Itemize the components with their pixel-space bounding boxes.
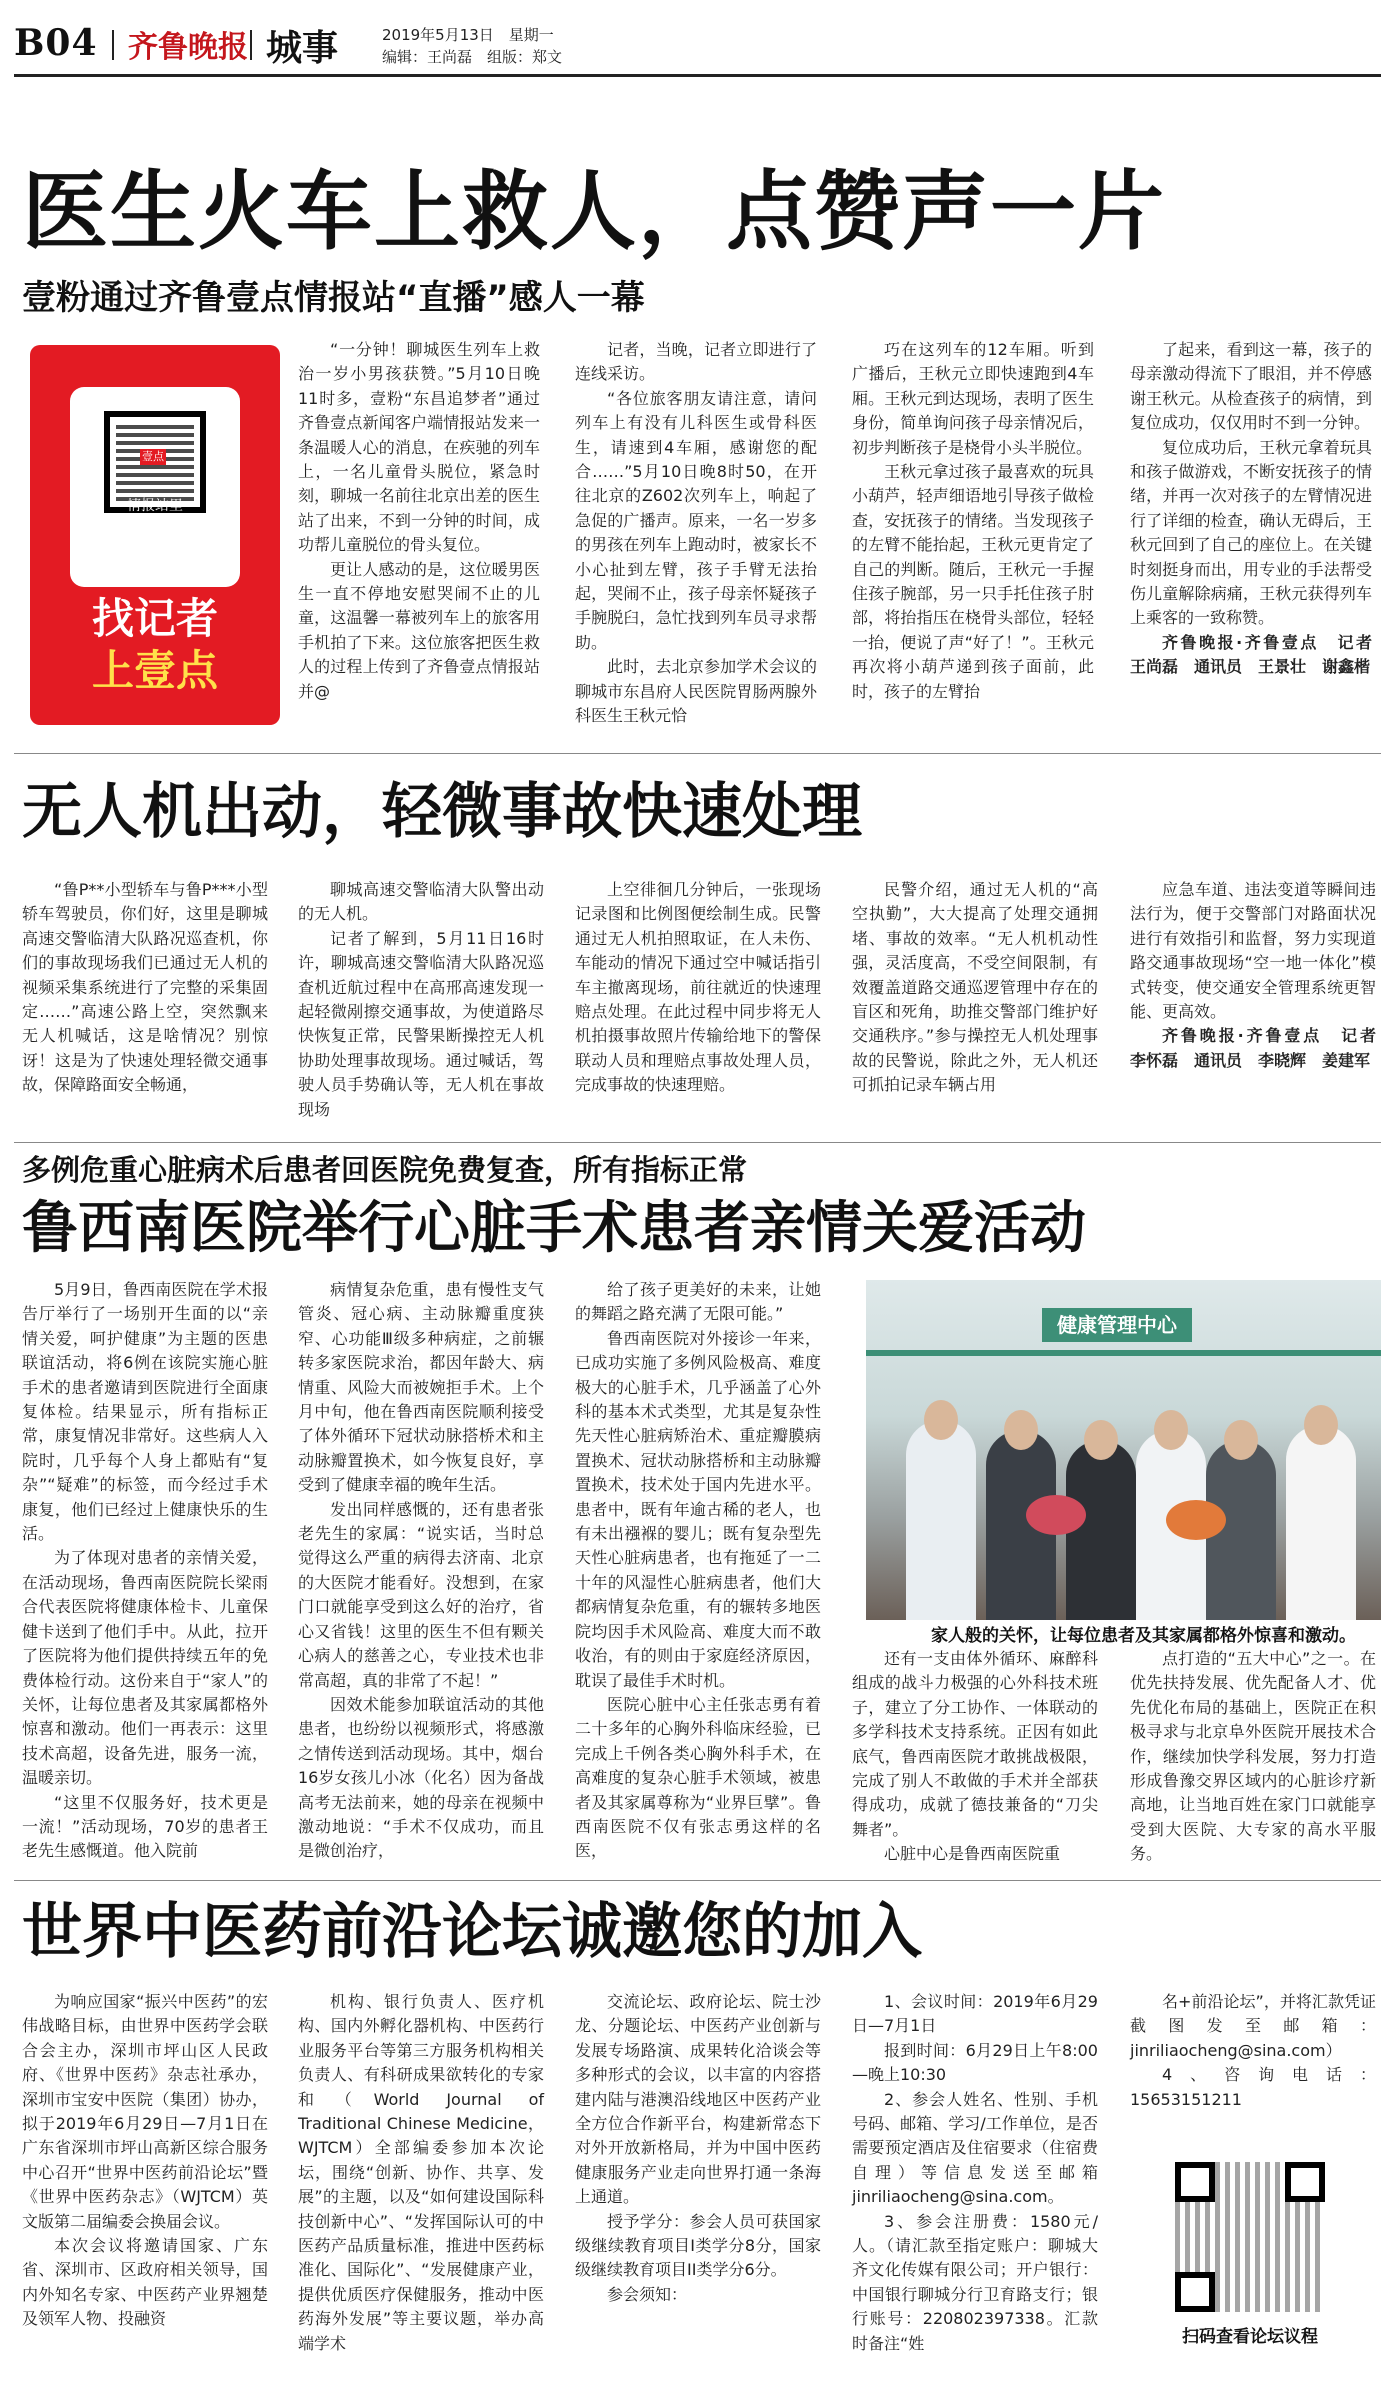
article3-column-5 <box>1130 1647 1376 1878</box>
article1-column-4 <box>1130 338 1389 738</box>
article2-column-5 <box>1130 878 1393 1136</box>
paragraph: “各位旅客朋友请注意，请问列车上有没有儿科医生或骨科医生，请速到4车厢，感谢您的配合……”5月10日晚8时50，在开往北京的Z602次列车上，响起了急促的广播声。原来，一名一岁多的男孩在列车上跑动时，被家长不小心扯到左臂，孩子手臂无法抬起，哭闹不止，孩子母亲怀疑孩子手腕脱臼，急忙找到列车员寻求帮助。 <box>575 388 817 652</box>
article2-column-1 <box>22 878 268 1136</box>
paragraph: 报到时间：6月29日上午8:00—晚上10:30 <box>852 2040 1098 2085</box>
paragraph: “鲁P**小型轿车与鲁P***小型轿车驾驶员，你们好，这里是聊城高速交警临清大队路况巡查机，你们的事故现场我们已通过无人机的视频采集系统进行了完整的采集固定……”高速公路上空，突然飘来无人机喊话，这是啥情况？别惊讶！这是为了快速处理轻微交通事故，保障路面安全畅通， <box>22 880 268 1095</box>
paragraph: 记者了解到，5月11日16时许，聊城高速交警临清大队路况巡查机近航过程中在高邢高速发现一起轻微剐擦交通事故，为使道路尽快恢复正常，民警果断操控无人机协助处理事故现场。通过喊话，驾驶人员手势确认等，无人机在事故现场 <box>298 928 544 1119</box>
article4-column-2 <box>298 1990 544 2385</box>
promo-slogan-2: 上壹点 <box>91 646 218 695</box>
article4-column-1 <box>22 1990 268 2385</box>
page-number: B04 <box>14 22 98 64</box>
paragraph: 心脏中心是鲁西南医院重 <box>884 1844 1061 1864</box>
paragraph: 复位成功后，王秋元拿着玩具和孩子做游戏，不断安抚孩子的情绪，并再一次对孩子的左臂情况进行了详细的检查，确认无碍后，王秋元回到了自己的座位上。在关键时刻挺身而出，用专业的手法帮受伤儿童解除病痛，王秋元获得列车上乘客的一致称赞。 <box>1130 437 1372 628</box>
photo-caption: 家人般的关怀，让每位患者及其家属都格外惊喜和激动。 <box>931 1626 1356 1646</box>
issue-date: 2019年5月13日 星期一 <box>382 26 554 44</box>
paragraph: 为响应国家“振兴中医药”的宏伟战略目标，由世界中医药学会联合会主办，深圳市坪山区人民政府、《世界中医药》杂志社承办，深圳市宝安中医院（集团）协办，拟于2019年6月29日—7月1日在广东省深圳市坪山高新区综合服务中心召开“世界中医药前沿论坛”暨《世界中医药杂志》（WJTCM）英文版第二届编委会换届会议。 <box>22 1992 268 2231</box>
paragraph: “这里不仅服务好，技术更是一流！”活动现场，70岁的患者王老先生感慨道。他入院前 <box>22 1792 268 1861</box>
paragraph: 1、会议时间：2019年6月29日—7月1日 <box>852 1992 1098 2036</box>
paragraph: 应急车道、违法变道等瞬间违法行为，便于交警部门对路面状况进行有效指引和监督，努力实现道路交通事故现场“空一地一体化”模式转变，使交通安全管理系统更智能、更高效。 <box>1130 880 1376 1022</box>
paragraph: 机构、银行负责人、医疗机构、国内外孵化器机构、中医药行业服务平台等第三方服务机构相关负责人、有科研成果欲转化的专家和（World Journal of Traditional Chinese Medicine，WJTCM）全部编委参加本次论坛，围绕“创新、协作、共享、发展”的主题，以及“如何建设国际科技创新中心”、“发挥国际认可的中医药产品质量标准，推进中医药标准化、国际化”、“发展健康产业，提供优质医疗保健服务，推动中医药海外发展”等主要议题，举办高端学术 <box>298 1992 544 2353</box>
photo-sign: 健康管理中心 <box>1042 1308 1192 1342</box>
promo-slogan-1: 找记者 <box>91 594 218 643</box>
paragraph: 名+前沿论坛”，并将汇款凭证截图发至邮箱：jinriliaocheng@sina.com） <box>1130 1992 1376 2060</box>
agenda-qr-code[interactable] <box>1175 2162 1325 2312</box>
article2-headline: 无人机出动，轻微事故快速处理 <box>22 777 862 847</box>
article3-kicker: 多例危重心脏病术后患者回医院免费复查，所有指标正常 <box>22 1153 748 1187</box>
article2-column-4 <box>852 878 1098 1136</box>
article3-column-4 <box>852 1647 1098 1878</box>
paragraph: 5月9日，鲁西南医院在学术报告厅举行了一场别开生面的以“亲情关爱，呵护健康”为主题的医患联谊活动，将6例在该院实施心脏手术的患者邀请到医院进行全面康复体检。结果显示，所有指标正常，康复情况非常好。这些病人入院时，几乎每个人身上都贴有“复杂”“疑难”的标签，而今经过手术康复，他们已经过上健康快乐的生活。 <box>22 1280 268 1544</box>
article2-column-2 <box>298 878 544 1136</box>
section-rule <box>14 1142 1381 1143</box>
article3-column-2 <box>298 1278 544 1878</box>
section-rule <box>14 1880 1381 1881</box>
event-photo <box>866 1280 1381 1620</box>
article4-headline: 世界中医药前沿论坛诚邀您的加入 <box>22 1897 922 1967</box>
article4-column-5 <box>1130 1990 1376 2140</box>
paragraph: 民警介绍，通过无人机的“高空执勤”，大大提高了处理交通拥堵、事故的效率。“无人机机动性强，灵活度高，不受空间限制，有效覆盖道路交通巡逻管理中存在的盲区和死角，助推交警部门维护好交通秩序。”参与操控无人机处理事故的民警说，除此之外，无人机还可抓拍记录车辆占用 <box>852 880 1098 1095</box>
section-rule <box>14 753 1381 754</box>
paragraph: 记者，当晚，记者立即进行了连线采访。 <box>575 340 817 384</box>
paragraph: 上空徘徊几分钟后，一张现场记录图和比例图便绘制生成。民警通过无人机拍照取证，在人未伤、车能动的情况下通过空中喊话指引车主撤离现场，前往就近的快速理赔点处理。在此过程中同步将无人机拍摄事故照片传输给地下的警保联动人员和理赔点事故处理人员，完成事故的快速理赔。 <box>575 880 821 1095</box>
article1-column-1 <box>298 338 540 738</box>
newspaper-logo: 齐鲁晚报 <box>128 30 248 65</box>
paragraph: 此时，去北京参加学术会议的聊城市东昌府人民医院胃肠两腺外科医生王秋元恰 <box>575 657 817 726</box>
promo-caption-2: 500记者在等你 <box>106 520 204 536</box>
paragraph: 给了孩子更美好的未来，让她的舞蹈之路充满了无限可能。” <box>575 1280 821 1324</box>
promo-qr-card <box>70 387 240 587</box>
header-divider <box>250 30 252 60</box>
article1-headline: 医生火车上救人，点赞声一片 <box>22 162 1166 262</box>
paragraph: 参会须知： <box>607 2284 688 2304</box>
article1-column-3 <box>852 338 1094 738</box>
paragraph: 点打造的“五大中心”之一。在优先扶持发展、优先配备人才、优先优化布局的基础上，医院正在积极寻求与北京阜外医院开展技术合作，继续加快学科发展，努力打造形成鲁豫交界区域内的心脏诊疗新高地，让当地百姓在家门口就能享受到大医院、大专家的高水平服务。 <box>1130 1649 1376 1864</box>
editors-line: 编辑：王尚磊 组版：郑文 <box>382 48 563 66</box>
article4-column-3 <box>575 1990 821 2385</box>
paragraph: “一分钟！聊城医生列车上救治一岁小男孩获赞。”5月10日晚11时多，壹粉“东昌追梦者”通过齐鲁壹点新闻客户端情报站发来一条温暖人心的消息，在疾驰的列车上，一名儿童骨头脱位，紧急时刻，聊城一名前往北京出差的医生站了出来，不到一分钟的时间，成功帮儿童脱位的骨头复位。 <box>298 340 540 555</box>
paragraph: 3、参会注册费：1580元/人。（请汇款至指定账户：聊城大齐文化传媒有限公司；开户银行：中国银行聊城分行卫育路支行；银行账号：220802397338。汇款时备注“姓 <box>852 2211 1098 2353</box>
paragraph: 还有一支由体外循环、麻醉科组成的战斗力极强的心外科技术班子，建立了分工协作、一体联动的多学科技术支持系统。正因有如此底气，鲁西南医院才敢挑战极限，完成了别人不敢做的手术并全部获得成功，成就了德技兼备的“刀尖舞者”。 <box>852 1649 1098 1839</box>
paragraph: 病情复杂危重，患有慢性支气管炎、冠心病、主动脉瓣重度狭窄、心功能Ⅲ级多种病症，之前辗转多家医院求治，都因年龄大、病情重、风险大而被婉拒手术。上个月中旬，他在鲁西南医院顺利接受了体外循环下冠状动脉搭桥术和主动脉瓣置换术，如今恢复良好，享受到了健康幸福的晚年生活。 <box>298 1280 544 1495</box>
paragraph: 巧在这列车的12车厢。听到广播后，王秋元立即快速跑到4车厢。王秋元到达现场，表明了医生身份，简单询问孩子母亲情况后，初步判断孩子是桡骨小头半脱位。 <box>852 340 1094 457</box>
paragraph: 因效术能参加联谊活动的其他患者，也纷纷以视频形式，将感激之情传送到活动现场。其中，烟台16岁女孩儿小冰（化名）因为备战高考无法前来，她的母亲在视频中激动地说：“手术不仅成功，而且是微创治疗， <box>298 1694 544 1861</box>
agenda-qr-caption: 扫码查看论坛议程 <box>1182 2327 1318 2347</box>
paragraph: 授予学分：参会人员可获国家级继续教育项目I类学分8分，国家级继续教育项目II类学分6分。 <box>575 2211 821 2280</box>
paragraph: 王秋元拿过孩子最喜欢的玩具小葫芦，轻声细语地引导孩子做检查，安抚孩子的情绪。当发现孩子的左臂不能抬起，王秋元更肯定了自己的判断。随后，王秋元一手握住孩子腕部，另一只手托住孩子肘部，将抬指压在桡骨头部位，轻轻一抬，便说了声“好了！”。王秋元再次将小葫芦递到孩子面前，此时，孩子的左臂抬 <box>852 462 1094 701</box>
paragraph: 医院心脏中心主任张志勇有着二十多年的心胸外科临床经验，已完成上千例各类心胸外科手术，在高难度的复杂心脏手术领域，被患者及其家属尊称为“业界巨擘”。鲁西南医院不仅有张志勇这样的名医， <box>575 1694 821 1861</box>
article3-column-3 <box>575 1278 821 1878</box>
article1-subhead: 壹粉通过齐鲁壹点情报站“直播”感人一幕 <box>22 278 645 318</box>
paragraph: 鲁西南医院对外接诊一年来，已成功实施了多例风险极高、难度极大的心脏手术，几乎涵盖了心外科的基本术式类型，尤其是复杂性先天性心脏病矫治术、重症瓣膜病置换术、冠状动脉搭桥和主动脉瓣置换术，技术处于国内先进水平。患者中，既有年逾古稀的老人，也有未出襁褓的婴儿；既有复杂型先天性心脏病患者，也有拖延了一二十年的风湿性心脏病患者，他们大都病情复杂危重，有的辗转多地医院均因手术风险高、难度大而不敢收治，有的则由于家庭经济原因，耽误了最佳手术时机。 <box>575 1328 821 1690</box>
paragraph: 交流论坛、政府论坛、院士沙龙、分题论坛、中医药产业创新与发展专场路演、成果转化洽谈会等多种形式的会议，以丰富的内容搭建内陆与港澳沿线地区中医药产业全方位合作新平台，构建新常态下对外开放新格局，并为中国中医药健康服务产业走向世界打通一条海上通道。 <box>575 1992 821 2207</box>
paragraph: 为了体现对患者的亲情关爱，在活动现场，鲁西南医院院长梁雨合代表医院将健康体检卡、儿童保健卡送到了他们手中。从此，拉开了医院将为他们提供持续五年的免费体检行动。这份来自于“家人”的关怀，让每位患者及其家属都格外惊喜和激动。他们一再表示：这里技术高超，设备先进，服务一流，温暖亲切。 <box>22 1548 268 1788</box>
article3-column-1 <box>22 1278 268 1878</box>
promo-box <box>30 345 280 725</box>
paragraph: 齐鲁晚报·齐鲁壹点 记者 王尚磊 通讯员 王景壮 谢鑫楷 <box>1130 632 1389 677</box>
section-title: 城事 <box>266 28 339 69</box>
article1-column-2 <box>575 338 817 738</box>
paragraph: 4、咨询电话：15653151211 <box>1130 2065 1376 2109</box>
qr-logo: 壹点 <box>142 450 164 463</box>
paragraph: 聊城高速交警临清大队警出动的无人机。 <box>298 880 544 924</box>
article2-column-3 <box>575 878 821 1136</box>
article3-headline: 鲁西南医院举行心脏手术患者亲情关爱活动 <box>22 1196 1086 1261</box>
promo-caption-1: 情报站里 <box>127 498 183 514</box>
header-rule <box>14 74 1381 77</box>
article4-column-4 <box>852 1990 1098 2385</box>
paragraph: 更让人感动的是，这位暖男医生一直不停地安慰哭闹不止的儿童，这温馨一幕被列车上的旅客用手机拍了下来。这位旅客把医生救人的过程上传到了齐鲁壹点情报站并@ <box>298 559 540 701</box>
paragraph: 发出同样感慨的，还有患者张老先生的家属：“说实话，当时总觉得这么严重的病得去济南、北京的大医院才能看好。没想到，在家门口就能享受到这么好的治疗，省心又省钱！这里的医生不但有颗关心病人的慈善之心，专业技术也非常高超，真的非常了不起！” <box>298 1499 544 1690</box>
paragraph: 本次会议将邀请国家、广东省、深圳市、区政府相关领导，国内外知名专家、中医药产业界翘楚及领军人物、投融资 <box>22 2236 268 2329</box>
paragraph: 了起来，看到这一幕，孩子的母亲激动得流下了眼泪，并不停感谢王秋元。从检查孩子的病情，到复位成功，仅仅用时不到一分钟。 <box>1130 340 1372 433</box>
header-divider <box>112 30 114 60</box>
paragraph: 齐鲁晚报·齐鲁壹点 记者 李怀磊 通讯员 李晓辉 姜建军 <box>1130 1026 1393 1070</box>
paragraph: 2、参会人姓名、性别、手机号码、邮箱、学习/工作单位，是否需要预定酒店及住宿要求（住宿费自理）等信息发送至邮箱jinriliaocheng@sina.com。 <box>852 2089 1098 2207</box>
